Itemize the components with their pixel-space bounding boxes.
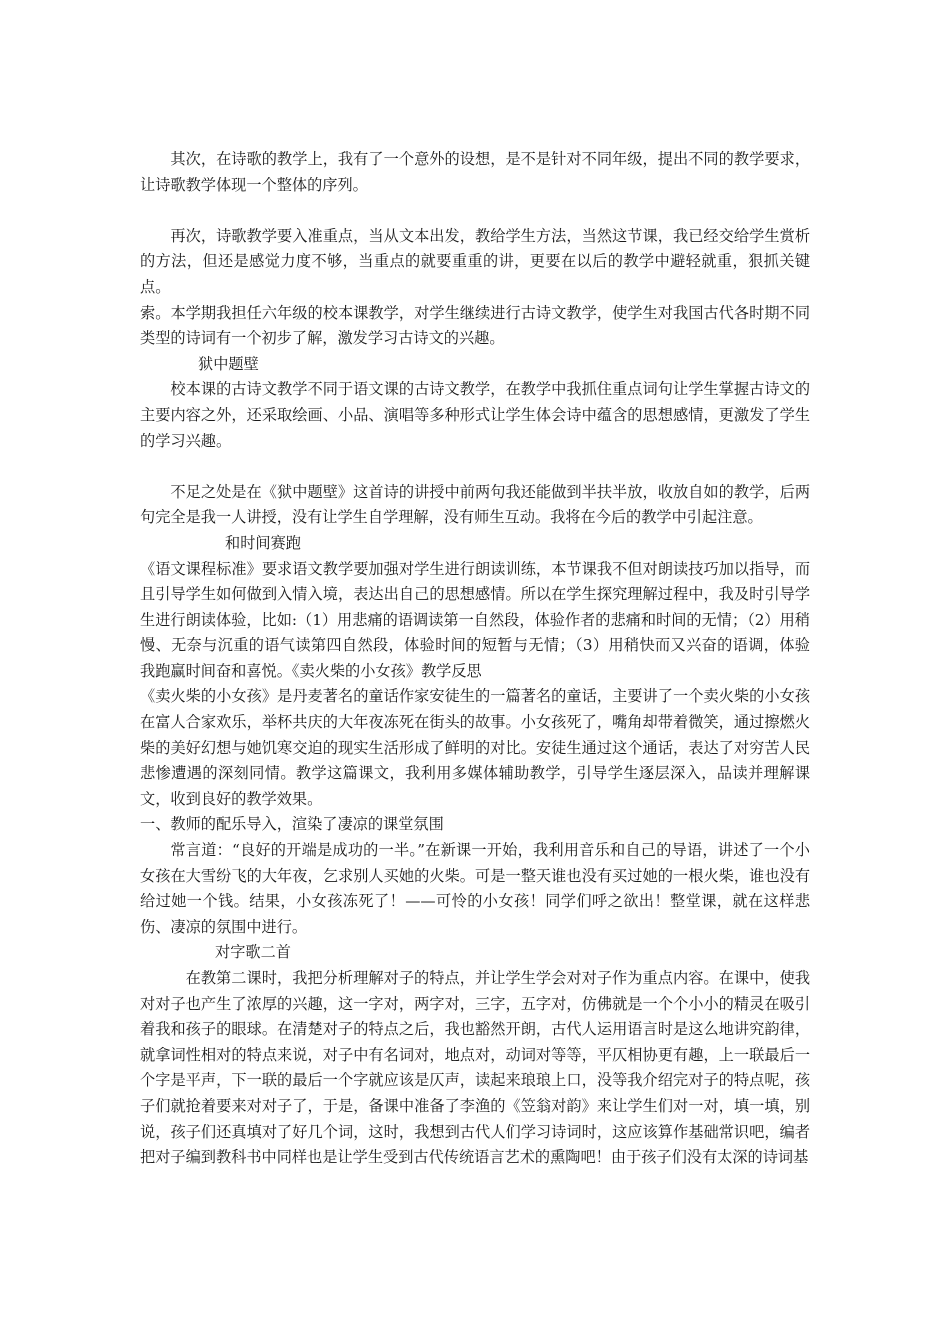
paragraph-8: 常言道：“良好的开端是成功的一半。”在新课一开始，我利用音乐和自己的导语，讲述了一个小女孩在大雪纷飞的大年夜，乞求别人买她的火柴。可是一整天谁也没有买过她的一根火柴，谁也没有给过她一个钱。结果，小女孩冻死了！——可怜的小女孩！同学们呼之欲出！整堂课，就在这样悲伤、凄凉的氛围中进行。 <box>140 841 810 936</box>
section-title-prison-wall: 狱中题壁 <box>198 354 259 373</box>
paragraph-7: 《卖火柴的小女孩》是丹麦著名的童话作家安徒生的一篇著名的童话，主要讲了一个卖火柴的小女孩在富人合家欢乐，举杯共庆的大年夜冻死在街头的故事。小女孩死了，嘴角却带着微笑，通过擦燃火柴的美好幻想与她饥寒交迫的现实生活形成了鲜明的对比。安徒生通过这个通话，表达了对穷苦人民悲惨遭遇的深刻同情。教学这篇课文，我利用多媒体辅助教学，引导学生逐层深入，品读并理解课文，收到良好的教学效果。 <box>140 687 810 808</box>
paragraph-2: 再次，诗歌教学要入准重点，当从文本出发，教给学生方法，当然这节课，我已经交给学生赏析的方法，但还是感觉力度不够，当重点的就要重重的讲，更要在以后的教学中避轻就重，狠抓关键点。 <box>140 226 810 296</box>
paragraph-3: 索。本学期我担任六年级的校本课教学，对学生继续进行古诗文教学，使学生对我国古代各时期不同类型的诗词有一个初步了解，激发学习古诗文的兴趣。 <box>140 303 810 348</box>
paragraph-6: 《语文课程标准》要求语文教学要加强对学生进行朗读训练，本节课我不但对朗读技巧加以指导，而且引导学生如何做到入情入境，表达出自己的思想感情。所以在学生探究理解过程中，我及时引导学生进行朗读体验，比如:（1）用悲痛的语调读第一自然段，体验作者的悲痛和时间的无情；（2）用稍慢、无奈与沉重的语气读第四自然段，体验时间的短暂与无情；（3）用稍快而又兴奋的语调，体验我跑赢时间奋和喜悦。《卖火柴的小女孩》教学反思 <box>140 559 810 680</box>
document-page <box>140 147 810 1171</box>
paragraph-1: 其次，在诗歌的教学上，我有了一个意外的设想，是不是针对不同年级，提出不同的教学要求，让诗歌教学体现一个整体的序列。 <box>140 150 810 194</box>
paragraph-9: 在教第二课时，我把分析理解对子的特点，并让学生学会对对子作为重点内容。在课中，使我对对子也产生了浓厚的兴趣，这一字对，两字对，三字，五字对，仿佛就是一个个小小的精灵在吸引着我和孩子的眼球。在清楚对子的特点之后，我也豁然开朗，古代人运用语言时是这么地讲究韵律，就拿词性相对的特点来说，对子中有名词对，地点对，动词对等等，平仄相协更有趣，上一联最后一个字是平声，下一联的最后一个字就应该是仄声，读起来琅琅上口，没等我介绍完对子的特点呢，孩子们就抢着要来对对子了，于是，备课中准备了李渔的《笠翁对韵》来让学生们对一对，填一填，别说，孩子们还真填对了好几个词，这时，我想到古代人们学习诗词时，这应该算作基础常识吧，编者把对子编到教科书中同样也是让学生受到古代传统语言艺术的熏陶吧！由于孩子们没有太深的诗词基 <box>140 969 810 1167</box>
heading-music-intro: 一、教师的配乐导入，渲染了凄凉的课堂氛围 <box>140 815 444 834</box>
paragraph-5: 不足之处是在《狱中题壁》这首诗的讲授中前两句我还能做到半扶半放，收放自如的教学，后两句完全是我一人讲授，没有让学生自学理解，没有师生互动。我将在今后的教学中引起注意。 <box>140 482 810 527</box>
paragraph-4: 校本课的古诗文教学不同于语文课的古诗文教学，在教学中我抓住重点词句让学生掌握古诗文的主要内容之外，还采取绘画、小品、演唱等多种形式让学生体会诗中蕴含的思想感情，更激发了学生的学习兴趣。 <box>140 380 810 450</box>
blank-line <box>140 198 810 224</box>
section-title-couplet-songs: 对字歌二首 <box>215 943 291 962</box>
section-title-race-with-time: 和时间赛跑 <box>225 533 301 552</box>
blank-line <box>140 454 810 480</box>
